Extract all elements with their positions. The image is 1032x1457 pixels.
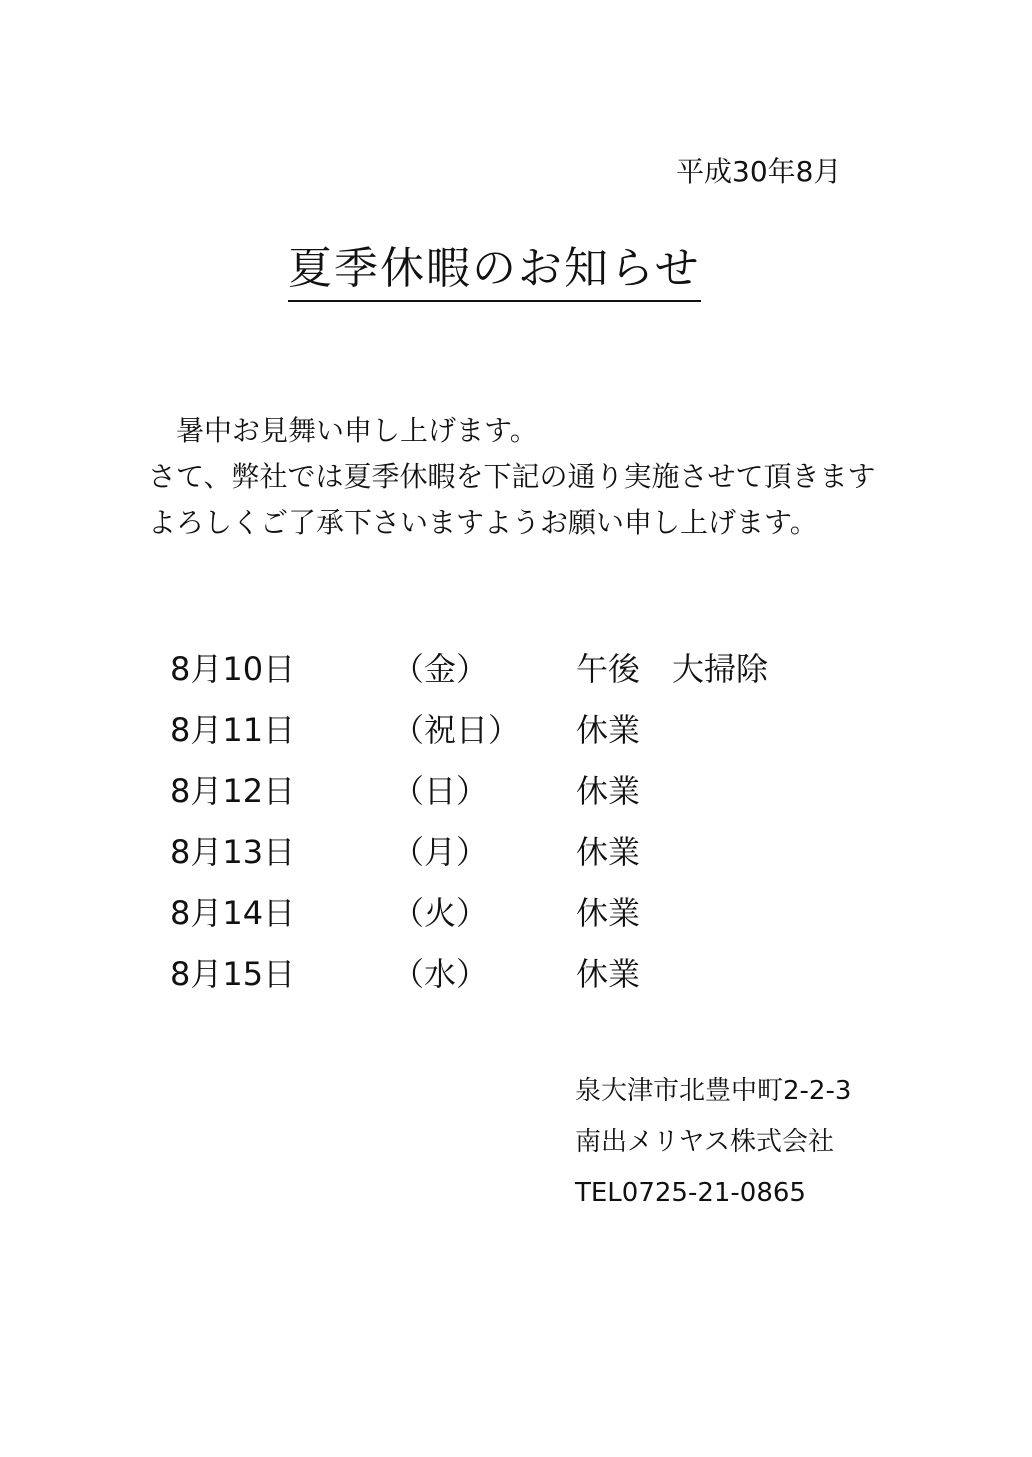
schedule-day: （水） bbox=[392, 955, 489, 993]
schedule-day: （祝日） bbox=[392, 711, 521, 749]
schedule-date: 8月11日 bbox=[170, 711, 296, 749]
announcement-line: さて、弊社では夏季休暇を下記の通り実施させて頂きます bbox=[148, 460, 876, 493]
schedule-day: （日） bbox=[392, 772, 489, 810]
company-name: 南出メリヤス株式会社 bbox=[575, 1127, 834, 1157]
schedule-status: 休業 bbox=[576, 833, 641, 871]
greeting-line: 暑中お見舞い申し上げます。 bbox=[176, 414, 538, 447]
company-info bbox=[575, 1066, 851, 1219]
schedule-day: （金） bbox=[392, 650, 489, 688]
company-address: 泉大津市北豊中町2-2-3 bbox=[575, 1076, 852, 1106]
schedule-status: 休業 bbox=[576, 772, 641, 810]
schedule-date: 8月10日 bbox=[170, 650, 296, 688]
schedule-date: 8月14日 bbox=[170, 894, 296, 932]
schedule-status: 休業 bbox=[576, 711, 641, 749]
schedule-date: 8月15日 bbox=[170, 955, 296, 993]
notice-body bbox=[148, 408, 875, 546]
schedule-status: 休業 bbox=[576, 955, 641, 993]
company-tel: TEL0725-21-0865 bbox=[575, 1178, 806, 1208]
notice-title: 夏季休暇のお知らせ bbox=[288, 232, 701, 302]
schedule-day: （火） bbox=[392, 894, 489, 932]
schedule-date: 8月12日 bbox=[170, 772, 296, 810]
schedule-status: 休業 bbox=[576, 894, 641, 932]
notice-date: 平成30年8月 bbox=[676, 155, 842, 188]
request-line: よろしくご了承下さいますようお願い申し上げます。 bbox=[148, 506, 818, 539]
schedule-day: （月） bbox=[392, 833, 489, 871]
schedule-date: 8月13日 bbox=[170, 833, 296, 871]
schedule-status: 午後 大掃除 bbox=[576, 650, 769, 688]
